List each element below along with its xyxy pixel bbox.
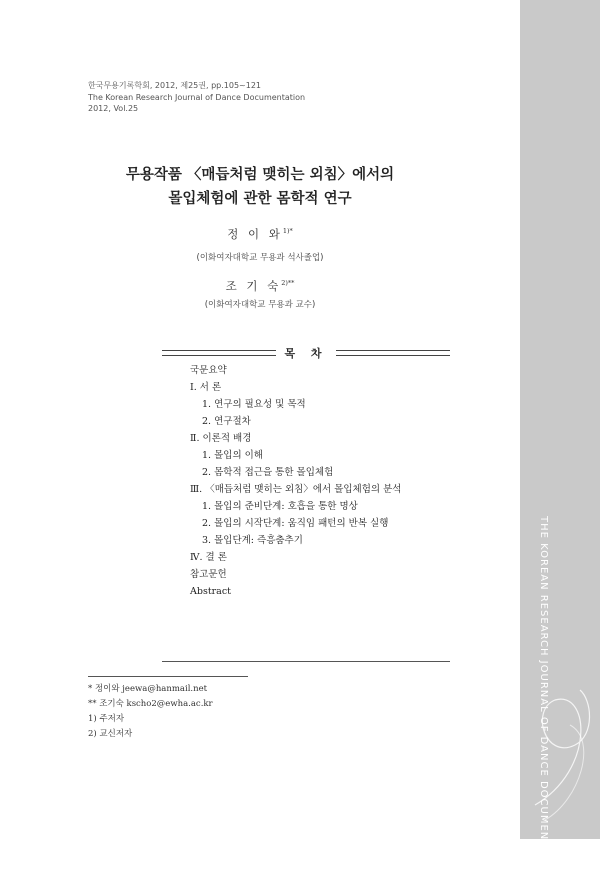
toc-bottom-rule xyxy=(162,661,450,662)
toc-item: Abstract xyxy=(190,586,231,597)
toc-item: Ⅱ. 이론적 배경 xyxy=(190,433,252,444)
paper-title-line-1: 무용작품 〈매듭처럼 맺히는 외침〉에서의 xyxy=(125,167,395,183)
author-1 xyxy=(0,226,520,242)
author-2 xyxy=(0,278,520,294)
toc-subitem: 2. 몰입의 시작단계: 움직임 패턴의 반복 실행 xyxy=(202,518,389,529)
author-1-affiliation: (이화여자대학교 무용과 석사졸업) xyxy=(196,253,324,263)
author-mark: 2)** xyxy=(281,279,295,288)
toc-item: 국문요약 xyxy=(190,365,227,376)
author-name: 정 이 와 xyxy=(227,227,283,241)
toc-header xyxy=(162,346,450,360)
toc-list xyxy=(190,362,470,600)
toc-subitem: 3. 몰입단계: 즉흥춤추기 xyxy=(202,535,303,546)
footnote: ** 조기숙 kscho2@ewha.ac.kr xyxy=(88,699,213,709)
toc-item: Ⅳ. 결 론 xyxy=(190,552,227,563)
toc-rule-left xyxy=(162,350,276,356)
footnote: 1) 주저자 xyxy=(88,714,125,724)
sidebar-journal-title: THE KOREAN RESEARCH JOURNAL OF DANCE DOCUMENTATION xyxy=(538,516,549,882)
journal-info-line: 2012, Vol.25 xyxy=(88,104,139,113)
footnote: * 정이와 jeewa@hanmail.net xyxy=(88,684,208,694)
footnotes xyxy=(88,682,213,742)
toc-subitem: 1. 연구의 필요성 및 목적 xyxy=(202,399,306,410)
toc-item: Ⅰ. 서 론 xyxy=(190,382,222,393)
sidebar-swirl-decoration xyxy=(520,0,600,839)
author-name: 조 기 숙 xyxy=(225,279,282,293)
journal-info-line: 한국무용기록학회, 2012, 제25권, pp.105~121 xyxy=(88,81,262,90)
footnote: 2) 교신저자 xyxy=(88,729,133,739)
toc-heading: 목 차 xyxy=(284,347,328,360)
toc-item: 참고문헌 xyxy=(190,569,227,580)
toc-subitem: 2. 연구절차 xyxy=(202,416,251,427)
footnote-rule xyxy=(88,676,248,677)
toc-subitem: 1. 몰입의 이해 xyxy=(202,450,263,461)
paper-title-line-2: 몰입체험에 관한 몸학적 연구 xyxy=(168,191,352,207)
toc-rule-right xyxy=(336,350,450,356)
journal-info xyxy=(88,80,305,115)
author-mark: 1)* xyxy=(282,227,293,236)
toc-item: Ⅲ. 〈매듭처럼 맺히는 외침〉에서 몰입체험의 분석 xyxy=(190,484,402,495)
toc-subitem: 1. 몰입의 준비단계: 호흡을 통한 명상 xyxy=(202,501,358,512)
journal-info-line: The Korean Research Journal of Dance Documentation xyxy=(88,92,306,102)
toc-subitem: 2. 몸학적 접근을 통한 몰입체험 xyxy=(202,467,334,478)
author-2-affiliation: (이화여자대학교 무용과 교수) xyxy=(204,300,316,310)
